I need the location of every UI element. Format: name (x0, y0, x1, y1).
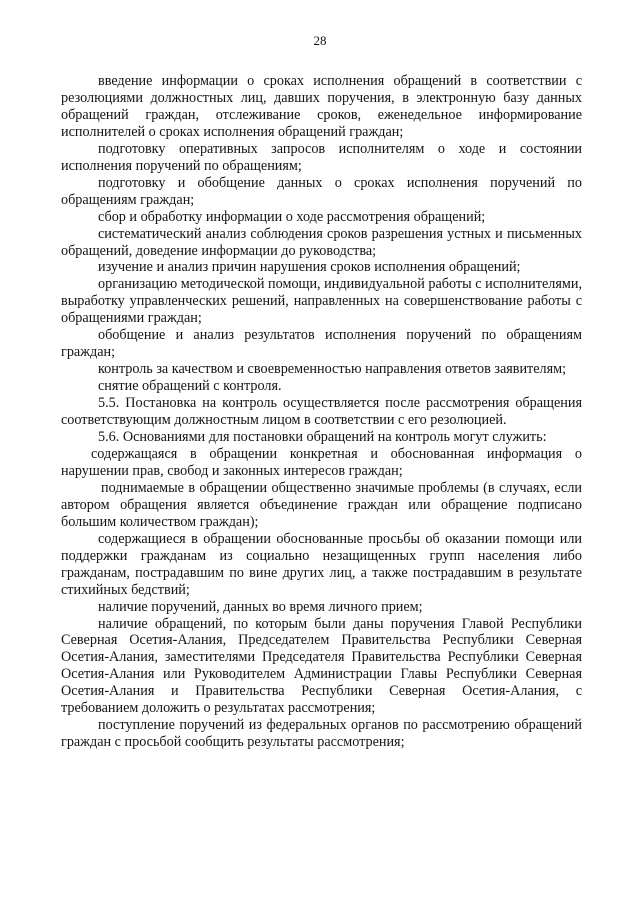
paragraph-17: наличие обращений, по которым были даны поручения Главой Республики Северная Осетия-Алания, Председателем Правительства Республики Северная Осетия-Алания, заместителями Председателя Правительства Республики Северная Осетия-Алания или Руководителем Администрации Главы Республики Северная Осетия-Алания и Правительства Республики Северная Осетия-Алания, с требованием доложить о результатах рассмотрения; (61, 615, 582, 717)
document-body (61, 73, 582, 751)
paragraph-8: обобщение и анализ результатов исполнения поручений по обращениям граждан; (61, 327, 582, 361)
section-5-6-paragraph: 5.6. Основаниями для постановки обращений на контроль могут служить: (98, 429, 547, 446)
paragraph-14: поднимаемые в обращении общественно значимые проблемы (в случаях, если автором обращения является объединение граждан или обращение подписано большим количеством граждан); (61, 479, 582, 530)
paragraph-1: введение информации о сроках исполнения обращений в соответствии с резолюциями должностных лиц, давших поручения, в электронную базу данных обращений граждан, отслеживание сроков, еженедельное информирование исполнителей о сроках исполнения обращений граждан; (61, 73, 582, 140)
section-5-5-paragraph: 5.5. Постановка на контроль осуществляется после рассмотрения обращения соответствующим должностным лицом в соответствии с его резолюцией. (61, 395, 582, 429)
paragraph-18: поступление поручений из федеральных органов по рассмотрению обращений граждан с просьбой сообщить результаты рассмотрения; (61, 717, 582, 751)
paragraph-13: содержащаяся в обращении конкретная и обоснованная информация о нарушении прав, свобод и законных интересов граждан; (61, 445, 582, 479)
paragraph-7: организацию методической помощи, индивидуальной работы с исполнителями, выработку управленческих решений, направленных на совершенствование работы с обращениями граждан; (61, 276, 582, 327)
paragraph-2: подготовку оперативных запросов исполнителям о ходе и состоянии исполнения поручений по обращениям; (61, 140, 582, 174)
paragraph-3: подготовку и обобщение данных о сроках исполнения поручений по обращениям граждан; (61, 174, 582, 208)
paragraph-15: содержащиеся в обращении обоснованные просьбы об оказании помощи или поддержки гражданам из социально незащищенных групп населения либо гражданам, пострадавшим по вине других лиц, а также пострадавшим в результате стихийных бедствий; (61, 530, 582, 598)
paragraph-4: сбор и обработку информации о ходе рассмотрения обращений; (98, 208, 486, 225)
page-number: 28 (313, 33, 327, 48)
paragraph-6: изучение и анализ причин нарушения сроков исполнения обращений; (98, 259, 521, 276)
paragraph-10: снятие обращений с контроля. (98, 378, 282, 395)
paragraph-5: систематический анализ соблюдения сроков разрешения устных и письменных обращений, доведение информации до руководства; (61, 225, 582, 259)
paragraph-16: наличие поручений, данных во время личного прием; (98, 598, 423, 615)
paragraph-9: контроль за качеством и своевременностью направления ответов заявителям; (98, 361, 567, 378)
